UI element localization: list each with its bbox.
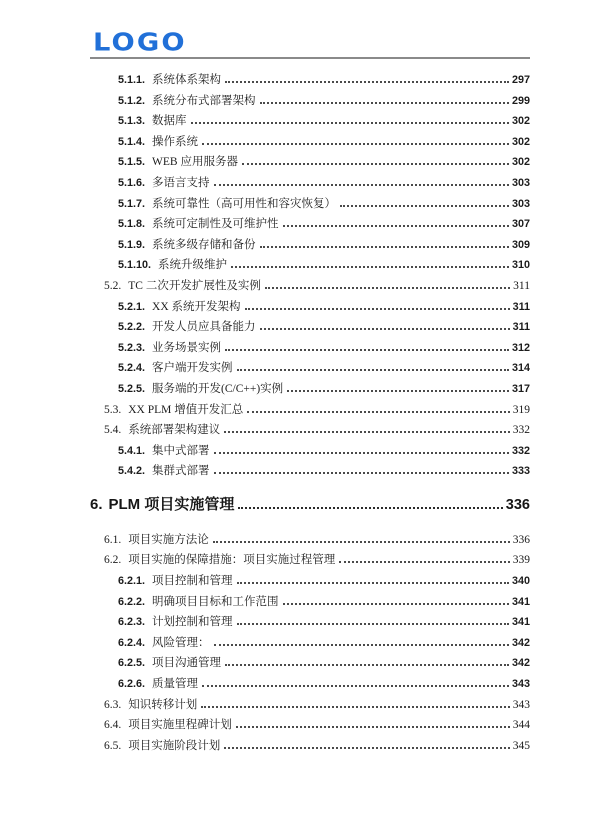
toc-leader-dots xyxy=(238,507,502,509)
toc-leader-dots xyxy=(339,561,510,563)
toc-entry[interactable] xyxy=(90,633,530,654)
toc-entry-page: 310 xyxy=(511,259,530,272)
header-rule xyxy=(90,57,530,59)
toc-entry-title: WEB 应用服务器 xyxy=(152,156,238,169)
toc-entry-number: 5.1.1. xyxy=(118,74,146,86)
toc-leader-dots xyxy=(287,390,509,392)
toc-entry[interactable] xyxy=(90,695,530,716)
toc-entry-title: 系统多级存储和备份 xyxy=(152,238,256,251)
toc-entry[interactable] xyxy=(90,461,530,482)
toc-entry-page: 311 xyxy=(512,300,530,313)
toc-entry[interactable] xyxy=(90,152,530,173)
toc-entry-title: 系统分布式部署架构 xyxy=(152,94,256,107)
toc-leader-dots xyxy=(225,349,509,351)
toc-entry-title: 集中式部署 xyxy=(152,444,210,457)
toc-leader-dots xyxy=(191,122,509,124)
toc-leader-dots xyxy=(245,308,510,310)
toc-entry[interactable] xyxy=(90,420,530,441)
toc-leader-dots xyxy=(283,603,509,605)
toc-entry-page: 336 xyxy=(505,496,530,513)
toc-entry-page: 342 xyxy=(511,657,530,670)
toc-entry-title: 集群式部署 xyxy=(152,465,210,478)
toc-entry-title: 项目实施的保障措施：项目实施过程管理 xyxy=(128,554,336,567)
toc-entry-number: 5.1.2. xyxy=(118,94,146,107)
toc-entry[interactable] xyxy=(90,276,530,297)
toc-leader-dots xyxy=(213,541,510,543)
toc-entry-number: 5.2. xyxy=(104,279,122,292)
toc-entry-title: 风险管理： xyxy=(152,636,210,649)
toc-entry-title: 系统部署架构建议 xyxy=(128,424,221,437)
toc-entry-page: 343 xyxy=(512,698,530,711)
toc-entry[interactable] xyxy=(90,317,530,338)
toc-entry-title: 项目沟通管理 xyxy=(152,657,222,670)
toc-entry[interactable] xyxy=(90,235,530,256)
toc-entry[interactable] xyxy=(90,571,530,592)
toc-entry-title: 系统可定制性及可维护性 xyxy=(152,218,279,231)
toc-entry-number: 6.3. xyxy=(104,698,122,711)
toc-entry-page: 303 xyxy=(511,197,530,210)
toc-entry-page: 333 xyxy=(511,465,530,478)
toc-entry-page: 332 xyxy=(512,424,530,437)
toc-entry-title: XX PLM 增值开发汇总 xyxy=(128,403,244,416)
toc-entry[interactable] xyxy=(90,91,530,112)
toc-entry-page: 309 xyxy=(511,238,530,251)
toc-leader-dots xyxy=(231,266,509,268)
toc-entry[interactable] xyxy=(90,736,530,757)
toc-entry-number: 5.1.6. xyxy=(118,176,146,189)
toc-entry-page: 341 xyxy=(511,595,530,608)
logo: LOGO xyxy=(93,28,187,58)
toc-entry[interactable] xyxy=(90,653,530,674)
toc-leader-dots xyxy=(225,664,509,666)
toc-leader-dots xyxy=(236,726,510,728)
toc-entry[interactable] xyxy=(90,530,530,551)
toc-entry-title: PLM 项目实施管理 xyxy=(108,495,235,513)
toc-leader-dots xyxy=(214,452,509,454)
toc-entry-page: 302 xyxy=(511,115,530,128)
toc-entry[interactable] xyxy=(90,358,530,379)
toc-entry-page: 312 xyxy=(511,341,530,354)
toc-entry-number: 5.1.7. xyxy=(118,197,146,210)
toc-entry[interactable] xyxy=(90,550,530,571)
toc-entry-page: 314 xyxy=(511,362,530,375)
toc-entry-title: 项目实施方法论 xyxy=(128,533,209,546)
toc-entry-title: 开发人员应具备能力 xyxy=(152,321,256,334)
toc-leader-dots xyxy=(237,369,509,371)
toc-entry-number: 5.1.3. xyxy=(118,115,146,128)
toc-entry-number: 6.5. xyxy=(104,739,122,752)
toc-leader-dots xyxy=(283,225,509,227)
toc-entry-page: 299 xyxy=(511,94,530,107)
toc-entry-page: 317 xyxy=(511,382,530,395)
toc-entry-title: XX 系统开发架构 xyxy=(152,300,241,313)
toc-entry-title: 业务场景实例 xyxy=(152,341,222,354)
toc-entry-page: 311 xyxy=(512,321,530,334)
toc-entry-page: 345 xyxy=(512,739,530,752)
toc-entry[interactable] xyxy=(90,194,530,215)
toc-entry-number: 5.2.1. xyxy=(118,300,146,313)
toc-leader-dots xyxy=(202,685,509,687)
toc-entry-page: 303 xyxy=(511,176,530,189)
toc-entry-title: 多语言支持 xyxy=(152,176,210,189)
toc-entry-page: 311 xyxy=(513,279,530,292)
toc-entry-number: 5.1.10. xyxy=(118,259,152,272)
toc-entry-page: 342 xyxy=(511,636,530,649)
toc-entry-page: 344 xyxy=(512,719,530,732)
table-of-contents xyxy=(90,70,530,756)
toc-entry[interactable] xyxy=(90,173,530,194)
toc-entry-page: 343 xyxy=(511,678,530,691)
toc-entry-title: 系统可靠性（高可用性和容灾恢复） xyxy=(152,197,337,210)
toc-entry[interactable] xyxy=(90,338,530,359)
toc-entry-title: 数据库 xyxy=(152,115,187,128)
toc-entry-number: 5.2.2. xyxy=(118,321,146,334)
toc-entry-title: 客户端开发实例 xyxy=(152,362,233,375)
toc-leader-dots xyxy=(214,472,509,474)
toc-entry-number: 6.2.2. xyxy=(118,595,146,608)
toc-leader-dots xyxy=(340,205,509,207)
toc-entry-number: 5.1.4. xyxy=(118,135,146,148)
toc-entry[interactable] xyxy=(90,715,530,736)
toc-entry-title: 明确项目目标和工作范围 xyxy=(152,595,279,608)
toc-entry[interactable] xyxy=(90,441,530,462)
toc-entry-number: 5.3. xyxy=(104,403,122,416)
toc-leader-dots xyxy=(237,623,509,625)
toc-entry-page: 332 xyxy=(511,444,530,457)
toc-entry-page: 297 xyxy=(511,74,530,86)
toc-entry-number: 5.2.3. xyxy=(118,341,146,354)
toc-entry[interactable] xyxy=(90,592,530,613)
toc-leader-dots xyxy=(260,102,509,104)
toc-entry-number: 5.4.1. xyxy=(118,444,146,457)
toc-leader-dots xyxy=(224,431,510,433)
toc-entry-page: 307 xyxy=(511,218,530,231)
toc-entry-page: 340 xyxy=(511,575,530,588)
toc-entry-title: 知识转移计划 xyxy=(128,698,198,711)
toc-entry-page: 336 xyxy=(512,533,530,546)
toc-entry[interactable] xyxy=(90,255,530,276)
toc-entry-title: 系统升级维护 xyxy=(158,259,228,272)
toc-leader-dots xyxy=(260,246,509,248)
toc-entry-number: 5.1.9. xyxy=(118,238,146,251)
toc-leader-dots xyxy=(201,706,510,708)
toc-entry-title: 项目实施阶段计划 xyxy=(128,739,221,752)
toc-entry[interactable] xyxy=(90,612,530,633)
toc-entry-number: 6.4. xyxy=(104,719,122,732)
toc-entry[interactable] xyxy=(90,379,530,400)
toc-entry-number: 5.1.5. xyxy=(118,156,146,169)
toc-entry-title: 质量管理 xyxy=(152,678,199,691)
toc-entry-page: 339 xyxy=(512,554,530,567)
toc-leader-dots xyxy=(237,582,509,584)
toc-entry[interactable] xyxy=(90,70,530,91)
toc-leader-dots xyxy=(202,143,509,145)
toc-entry-number: 6.2. xyxy=(104,554,122,567)
toc-leader-dots xyxy=(247,411,509,413)
toc-entry-page: 341 xyxy=(511,616,530,629)
toc-entry-title: 计划控制和管理 xyxy=(152,616,233,629)
toc-entry-number: 5.1.8. xyxy=(118,218,146,231)
toc-entry-number: 6. xyxy=(90,495,103,513)
toc-entry[interactable] xyxy=(90,674,530,695)
toc-entry-title: 项目实施里程碑计划 xyxy=(128,719,232,732)
toc-entry-number: 5.2.5. xyxy=(118,382,146,395)
toc-entry-number: 6.1. xyxy=(104,533,122,546)
toc-entry-title: 项目控制和管理 xyxy=(152,575,233,588)
toc-entry-number: 6.2.1. xyxy=(118,575,146,588)
toc-entry-number: 6.2.5. xyxy=(118,657,146,670)
toc-entry-page: 302 xyxy=(511,135,530,148)
toc-leader-dots xyxy=(225,81,509,83)
toc-leader-dots xyxy=(265,287,510,289)
toc-entry-number: 5.2.4. xyxy=(118,362,146,375)
toc-entry[interactable] xyxy=(90,132,530,153)
toc-leader-dots xyxy=(260,328,510,330)
toc-entry-number: 5.4. xyxy=(104,424,122,437)
toc-leader-dots xyxy=(214,644,509,646)
toc-entry-number: 6.2.3. xyxy=(118,616,146,629)
toc-entry-page: 319 xyxy=(512,403,530,416)
toc-entry-page: 302 xyxy=(511,156,530,169)
toc-entry[interactable] xyxy=(90,297,530,318)
toc-entry[interactable] xyxy=(90,214,530,235)
toc-leader-dots xyxy=(224,747,510,749)
toc-entry-title: TC 二次开发扩展性及实例 xyxy=(128,279,261,292)
toc-entry-number: 6.2.4. xyxy=(118,636,146,649)
toc-leader-dots xyxy=(214,184,509,186)
toc-section-heading[interactable] xyxy=(90,492,530,518)
toc-entry[interactable] xyxy=(90,400,530,421)
toc-entry-title: 操作系统 xyxy=(152,135,199,148)
toc-entry-title: 系统体系架构 xyxy=(152,74,222,86)
toc-entry-title: 服务端的开发(C/C++)实例 xyxy=(152,382,284,395)
toc-entry[interactable] xyxy=(90,111,530,132)
toc-leader-dots xyxy=(242,163,509,165)
toc-entry-number: 5.4.2. xyxy=(118,465,146,478)
toc-entry-number: 6.2.6. xyxy=(118,678,146,691)
